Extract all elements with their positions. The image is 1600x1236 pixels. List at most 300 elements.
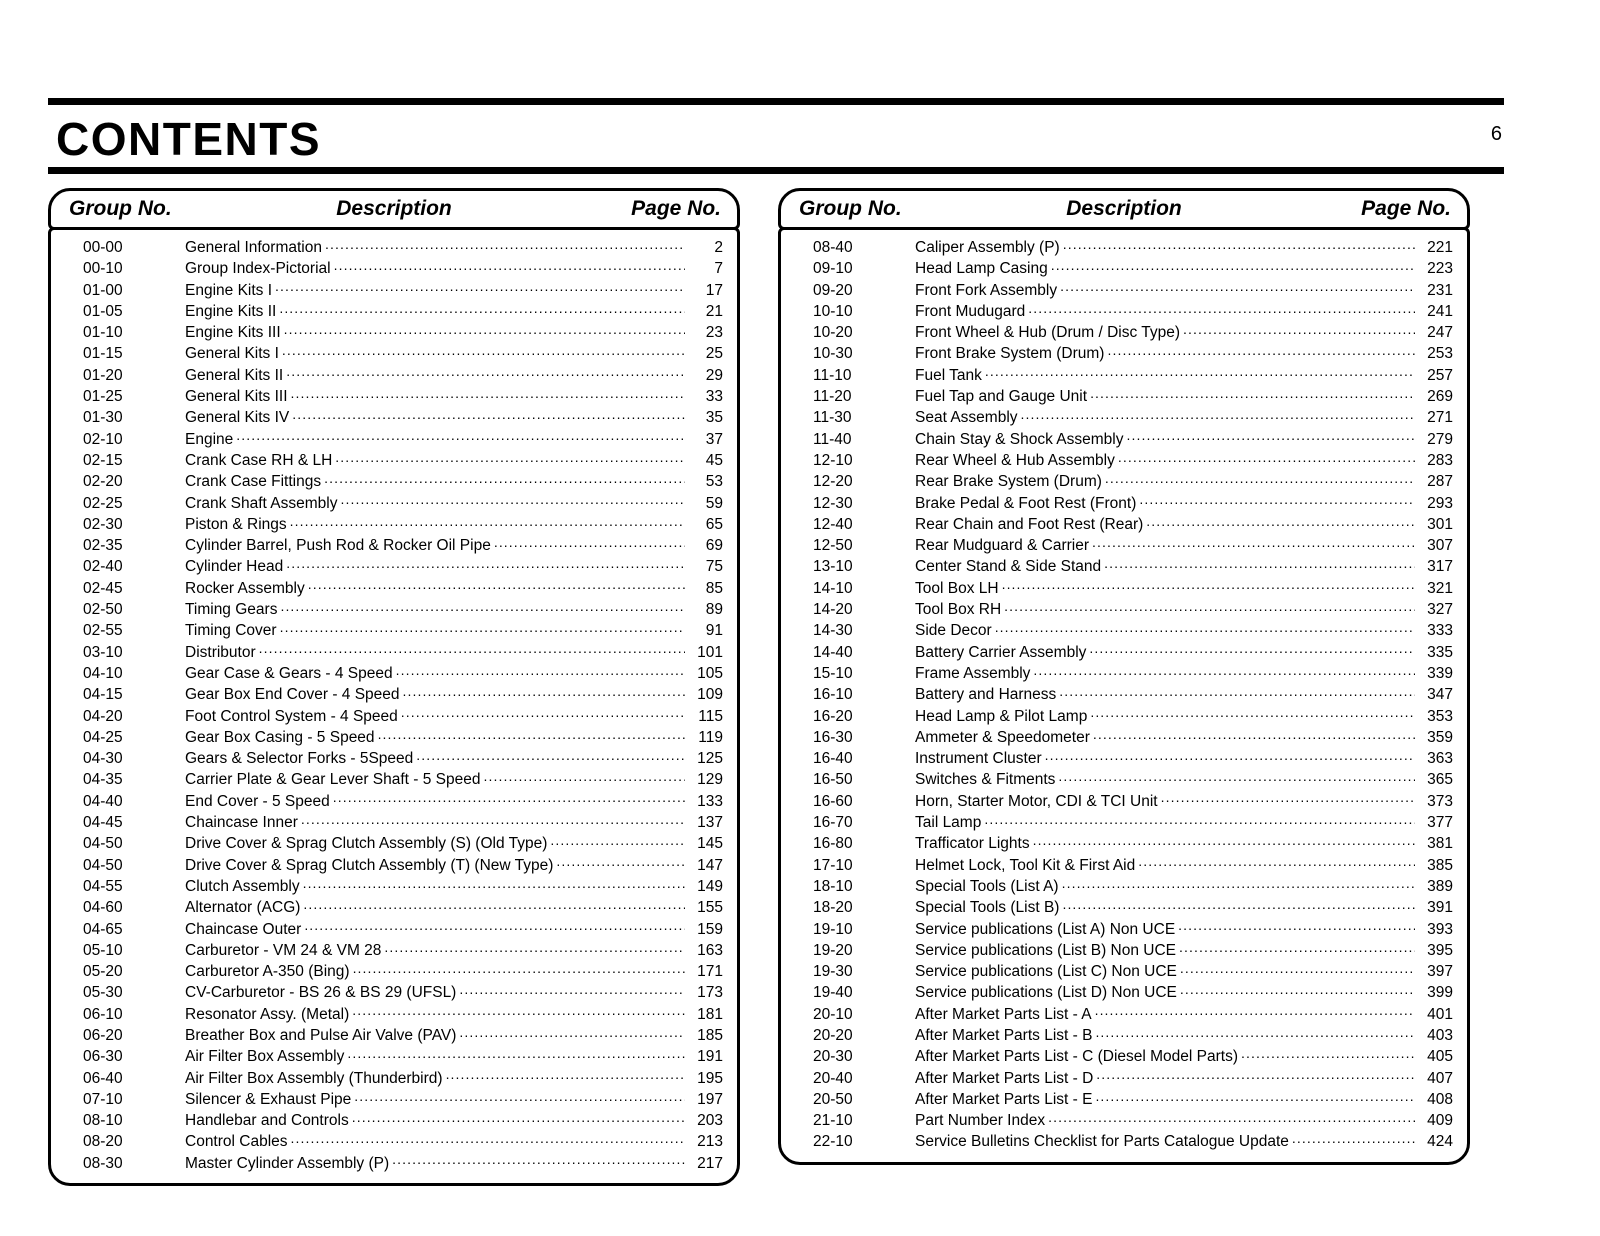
entry-description-wrap (185, 1046, 685, 1067)
entry-group-no: 13-10 (813, 558, 853, 576)
contents-entry[interactable] (65, 578, 723, 599)
entry-description-wrap (915, 769, 1415, 790)
contents-entry[interactable] (65, 535, 723, 556)
entry-page-no: 89 (705, 601, 723, 619)
entry-description: Switches & Fitments (915, 771, 1056, 789)
entry-description: Chaincase Outer (185, 920, 302, 938)
entry-description: Head Lamp Casing (915, 260, 1048, 278)
entry-leader-dots (1063, 238, 1415, 252)
contents-entry[interactable] (795, 1131, 1453, 1152)
entry-description-wrap (185, 961, 685, 982)
entry-description: Cylinder Head (185, 558, 284, 576)
entry-page-no: 253 (1427, 345, 1453, 363)
entry-description: Ammeter & Speedometer (915, 728, 1090, 746)
entry-description: Drive Cover & Sprag Clutch Assembly (S) (Old Type) (185, 835, 548, 853)
entry-group-no: 16-40 (813, 750, 853, 768)
entry-page-no: 163 (697, 941, 723, 959)
entry-group-no: 00-00 (83, 239, 123, 256)
entry-group-no: 04-40 (83, 792, 123, 810)
entry-description: Rear Chain and Foot Rest (Rear) (915, 515, 1144, 533)
entry-description-wrap (915, 407, 1415, 428)
contents-entry[interactable] (65, 429, 723, 450)
entry-leader-dots (259, 643, 685, 657)
entry-page-no: 173 (697, 984, 723, 1002)
contents-entry[interactable] (795, 237, 1453, 258)
entry-leader-dots (1033, 834, 1415, 848)
contents-entry[interactable] (65, 620, 723, 641)
entry-description-wrap (915, 343, 1415, 364)
entry-description-wrap (915, 706, 1415, 727)
entry-page-no: 403 (1427, 1026, 1453, 1044)
contents-entry[interactable] (795, 471, 1453, 492)
contents-entry[interactable] (795, 791, 1453, 812)
entry-leader-dots (1096, 1069, 1415, 1083)
entry-page-no: 223 (1427, 260, 1453, 278)
entry-description: Instrument Cluster (915, 750, 1042, 768)
contents-entry[interactable] (65, 919, 723, 940)
entry-group-no: 08-30 (83, 1154, 123, 1172)
entry-group-no: 12-40 (813, 515, 853, 533)
entry-leader-dots (275, 281, 685, 295)
contents-entry[interactable] (795, 599, 1453, 620)
contents-entry[interactable] (795, 556, 1453, 577)
entry-group-no: 04-55 (83, 877, 123, 895)
contents-entry[interactable] (65, 940, 723, 961)
entry-description: Carrier Plate & Gear Lever Shaft - 5 Speed (185, 771, 481, 789)
entry-group-no: 17-10 (813, 856, 853, 874)
entry-description: Master Cylinder Assembly (P) (185, 1154, 390, 1172)
entry-leader-dots (416, 749, 685, 763)
entry-description-wrap (185, 748, 685, 769)
entry-group-no: 05-10 (83, 941, 123, 959)
contents-entry[interactable] (65, 407, 723, 428)
entry-description: Resonator Assy. (Metal) (185, 1005, 350, 1023)
entry-page-no: 401 (1427, 1005, 1453, 1023)
entry-page-no: 424 (1427, 1133, 1453, 1151)
contents-entry[interactable] (795, 663, 1453, 684)
entry-group-no: 16-80 (813, 835, 853, 853)
entry-group-no: 06-30 (83, 1048, 123, 1066)
contents-entry[interactable] (795, 982, 1453, 1003)
entry-description-wrap (185, 407, 685, 428)
entry-description: Horn, Starter Motor, CDI & TCI Unit (915, 792, 1158, 810)
entry-leader-dots (1045, 749, 1415, 763)
entry-description: Air Filter Box Assembly (185, 1048, 345, 1066)
entry-description-wrap (915, 535, 1415, 556)
contents-entry[interactable] (795, 514, 1453, 535)
contents-entry[interactable] (795, 1046, 1453, 1067)
header-group-no: Group No. (69, 197, 172, 220)
entry-description: CV-Carburetor - BS 26 & BS 29 (UFSL) (185, 984, 457, 1002)
entry-description: Crank Case Fittings (185, 473, 322, 491)
contents-entry[interactable] (795, 1110, 1453, 1131)
entry-leader-dots (334, 259, 685, 273)
entry-description-wrap (915, 642, 1415, 663)
contents-entry[interactable] (65, 727, 723, 748)
entry-description: Group Index-Pictorial (185, 260, 331, 278)
entry-description-wrap (915, 429, 1415, 450)
entry-leader-dots (354, 1090, 685, 1104)
entry-description-wrap (185, 429, 685, 450)
entry-description-wrap (185, 1004, 685, 1025)
entry-group-no: 11-40 (813, 430, 852, 448)
entry-group-no: 16-30 (813, 728, 853, 746)
entry-description-wrap (185, 280, 685, 301)
contents-entry[interactable] (65, 556, 723, 577)
entry-group-no: 16-70 (813, 814, 853, 832)
contents-entry[interactable] (65, 599, 723, 620)
entry-description-wrap (185, 663, 685, 684)
contents-entry[interactable] (795, 578, 1453, 599)
contents-entry[interactable] (795, 280, 1453, 301)
entry-description-wrap (915, 982, 1415, 1003)
entry-leader-dots (1180, 962, 1415, 976)
entry-leader-dots (353, 962, 685, 976)
entry-leader-dots (280, 600, 685, 614)
entry-description: Service publications (List B) Non UCE (915, 941, 1177, 959)
contents-entry[interactable] (65, 791, 723, 812)
entry-leader-dots (1178, 920, 1415, 934)
entry-description: Alternator (ACG) (185, 899, 301, 917)
entry-leader-dots (1062, 898, 1415, 912)
entry-description-wrap (915, 1046, 1415, 1067)
entry-description-wrap (185, 301, 685, 322)
entry-page-no: 85 (705, 579, 723, 597)
title-rule-bottom (48, 167, 1504, 174)
entry-leader-dots (1002, 579, 1415, 593)
entry-leader-dots (282, 344, 685, 358)
contents-entry[interactable] (65, 706, 723, 727)
contents-entry[interactable] (795, 855, 1453, 876)
entry-leader-dots (303, 877, 685, 891)
entry-page-no: 185 (697, 1026, 723, 1044)
contents-entry[interactable] (795, 940, 1453, 961)
entry-leader-dots (301, 813, 685, 827)
contents-entry[interactable] (65, 1025, 723, 1046)
entry-group-no: 01-15 (83, 345, 123, 363)
entry-description-wrap (185, 727, 685, 748)
contents-entry[interactable] (65, 748, 723, 769)
entry-group-no: 02-40 (83, 558, 123, 576)
contents-entry[interactable] (795, 258, 1453, 279)
entry-description: Service publications (List D) Non UCE (915, 984, 1177, 1002)
entry-page-no: 217 (697, 1154, 723, 1172)
entry-group-no: 19-40 (813, 984, 853, 1002)
contents-entry[interactable] (65, 322, 723, 343)
contents-entry[interactable] (65, 855, 723, 876)
entry-page-no: 45 (705, 451, 723, 469)
entry-description: Special Tools (List B) (915, 899, 1060, 917)
entry-group-no: 16-10 (813, 686, 853, 704)
entry-description: Drive Cover & Sprag Clutch Assembly (T) (New Type) (185, 856, 554, 874)
entry-group-no: 10-20 (813, 324, 853, 342)
contents-entry[interactable] (795, 748, 1453, 769)
contents-entry[interactable] (65, 301, 723, 322)
contents-entry[interactable] (795, 961, 1453, 982)
entry-page-no: 363 (1427, 750, 1453, 768)
contents-entry[interactable] (65, 343, 723, 364)
entry-description: Foot Control System - 4 Speed (185, 707, 398, 725)
entry-description: General Kits I (185, 345, 279, 363)
contents-entry[interactable] (795, 833, 1453, 854)
entry-description: Part Number Index (915, 1112, 1046, 1130)
entry-description: Engine (185, 430, 234, 448)
contents-entry[interactable] (65, 1110, 723, 1131)
entry-description: Control Cables (185, 1133, 288, 1151)
entry-leader-dots (324, 472, 685, 486)
entry-group-no: 05-20 (83, 963, 123, 981)
entry-description: Helmet Lock, Tool Kit & First Aid (915, 856, 1136, 874)
entry-group-no: 01-10 (83, 324, 123, 342)
contents-entry[interactable] (795, 322, 1453, 343)
entry-description-wrap (185, 386, 685, 407)
entry-description: Distributor (185, 643, 256, 661)
entry-leader-dots (446, 1069, 685, 1083)
entry-description: General Kits III (185, 388, 288, 406)
entry-page-no: 389 (1427, 877, 1453, 895)
contents-list-right (778, 227, 1470, 1165)
entry-group-no: 02-50 (83, 601, 123, 619)
entry-group-no: 01-00 (83, 281, 123, 299)
entry-group-no: 04-10 (83, 664, 123, 682)
contents-entry[interactable] (65, 897, 723, 918)
entry-leader-dots (352, 1111, 685, 1125)
contents-entry[interactable] (65, 471, 723, 492)
contents-entry[interactable] (65, 493, 723, 514)
entry-leader-dots (335, 451, 685, 465)
entry-page-no: 405 (1427, 1048, 1453, 1066)
entry-page-no: 231 (1427, 281, 1453, 299)
entry-group-no: 20-10 (813, 1005, 853, 1023)
entry-description: Service Bulletins Checklist for Parts Catalogue Update (915, 1133, 1289, 1151)
entry-page-no: 385 (1427, 856, 1453, 874)
entry-leader-dots (392, 1154, 685, 1168)
contents-entry[interactable] (65, 684, 723, 705)
contents-entry[interactable] (65, 961, 723, 982)
contents-entry[interactable] (795, 407, 1453, 428)
contents-entry[interactable] (65, 280, 723, 301)
entry-description-wrap (915, 620, 1415, 641)
entry-description-wrap (915, 556, 1415, 577)
contents-entry[interactable] (795, 450, 1453, 471)
entry-description-wrap (915, 493, 1415, 514)
entry-leader-dots (303, 898, 685, 912)
entry-description-wrap (915, 450, 1415, 471)
entry-description-wrap (185, 1068, 685, 1089)
entry-page-no: 33 (705, 388, 723, 406)
entry-page-no: 35 (705, 409, 723, 427)
entry-page-no: 23 (705, 324, 723, 342)
contents-entry[interactable] (65, 1153, 723, 1174)
contents-entry[interactable] (65, 1131, 723, 1152)
contents-entry[interactable] (65, 769, 723, 790)
entry-page-no: 287 (1427, 473, 1453, 491)
entry-leader-dots (1033, 664, 1415, 678)
contents-entry[interactable] (65, 642, 723, 663)
contents-entry[interactable] (65, 876, 723, 897)
contents-entry[interactable] (795, 429, 1453, 450)
contents-entry[interactable] (795, 535, 1453, 556)
entry-page-no: 333 (1427, 622, 1453, 640)
entry-description-wrap (185, 684, 685, 705)
entry-description: Handlebar and Controls (185, 1112, 349, 1130)
entry-leader-dots (290, 515, 685, 529)
entry-leader-dots (1060, 281, 1415, 295)
entry-leader-dots (1139, 494, 1415, 508)
entry-description-wrap (915, 258, 1415, 279)
contents-entry[interactable] (65, 1089, 723, 1110)
entry-page-no: 347 (1427, 686, 1453, 704)
contents-entry[interactable] (795, 897, 1453, 918)
entry-group-no: 03-10 (83, 643, 123, 661)
contents-columns (48, 188, 1510, 1186)
entry-description: Cylinder Barrel, Push Rod & Rocker Oil Pipe (185, 537, 491, 555)
entry-description-wrap (185, 642, 685, 663)
contents-entry[interactable] (65, 1046, 723, 1067)
contents-entry[interactable] (795, 1068, 1453, 1089)
entry-description: Crank Case RH & LH (185, 451, 333, 469)
contents-entry[interactable] (65, 833, 723, 854)
entry-leader-dots (378, 728, 685, 742)
entry-group-no: 16-60 (813, 792, 853, 810)
entry-description: General Information (185, 239, 322, 256)
entry-leader-dots (1095, 1090, 1415, 1104)
entry-description-wrap (185, 535, 685, 556)
entry-description: Engine Kits II (185, 302, 277, 320)
entry-leader-dots (1127, 430, 1416, 444)
entry-description-wrap (915, 833, 1415, 854)
entry-description: Clutch Assembly (185, 877, 300, 895)
entry-group-no: 04-50 (83, 835, 123, 853)
entry-leader-dots (984, 813, 1415, 827)
entry-group-no: 04-15 (83, 686, 123, 704)
contents-entry[interactable] (65, 982, 723, 1003)
contents-entry[interactable] (65, 365, 723, 386)
entry-leader-dots (1093, 728, 1415, 742)
entry-description-wrap (185, 556, 685, 577)
entry-description: Chaincase Inner (185, 814, 298, 832)
entry-page-no: 191 (697, 1048, 723, 1066)
entry-page-no: 408 (1427, 1090, 1453, 1108)
contents-entry[interactable] (65, 1068, 723, 1089)
entry-leader-dots (1090, 707, 1415, 721)
contents-entry[interactable] (65, 450, 723, 471)
entry-page-no: 147 (697, 856, 723, 874)
contents-column-right (778, 188, 1470, 1186)
entry-description-wrap (185, 833, 685, 854)
entry-leader-dots (556, 856, 685, 870)
entry-page-no: 65 (705, 515, 723, 533)
contents-entry[interactable] (795, 620, 1453, 641)
contents-entry[interactable] (795, 769, 1453, 790)
contents-entry[interactable] (795, 812, 1453, 833)
entry-leader-dots (1241, 1047, 1415, 1061)
entry-group-no: 04-65 (83, 920, 123, 938)
entry-page-no: 391 (1427, 899, 1453, 917)
contents-entry[interactable] (795, 876, 1453, 897)
entry-leader-dots (1048, 1111, 1415, 1125)
entry-group-no: 02-20 (83, 473, 123, 491)
entry-page-no: 269 (1427, 388, 1453, 406)
entry-description: Tool Box LH (915, 579, 999, 597)
entry-description: Crank Shaft Assembly (185, 494, 338, 512)
contents-entry[interactable] (795, 684, 1453, 705)
entry-group-no: 18-20 (813, 899, 853, 917)
entry-leader-dots (236, 430, 685, 444)
entry-page-no: 213 (697, 1133, 723, 1151)
entry-group-no: 04-25 (83, 728, 123, 746)
entry-description: Frame Assembly (915, 664, 1031, 682)
entry-description-wrap (185, 897, 685, 918)
contents-entry[interactable] (795, 493, 1453, 514)
contents-entry[interactable] (795, 919, 1453, 940)
contents-entry[interactable] (795, 706, 1453, 727)
contents-entry[interactable] (65, 1004, 723, 1025)
entry-description-wrap (185, 855, 685, 876)
entry-page-no: 301 (1427, 515, 1453, 533)
contents-entry[interactable] (65, 514, 723, 535)
entry-description-wrap (915, 599, 1415, 620)
contents-entry[interactable] (795, 727, 1453, 748)
entry-group-no: 04-50 (83, 856, 123, 874)
header-group-no: Group No. (799, 197, 902, 220)
contents-entry[interactable] (65, 663, 723, 684)
entry-leader-dots (401, 707, 685, 721)
entry-page-no: 59 (705, 494, 723, 512)
entry-page-no: 25 (705, 345, 723, 363)
contents-entry[interactable] (65, 237, 723, 258)
entry-leader-dots (1104, 557, 1415, 571)
entry-description-wrap (915, 1025, 1415, 1046)
contents-entry[interactable] (795, 301, 1453, 322)
entry-description: Engine Kits I (185, 281, 273, 299)
contents-entry[interactable] (795, 386, 1453, 407)
contents-entry[interactable] (795, 1089, 1453, 1110)
entry-group-no: 11-30 (813, 409, 852, 427)
contents-entry[interactable] (795, 1004, 1453, 1025)
contents-entry[interactable] (795, 1025, 1453, 1046)
contents-entry[interactable] (65, 812, 723, 833)
entry-leader-dots (1059, 685, 1415, 699)
entry-page-no: 145 (697, 835, 723, 853)
entry-description-wrap (915, 514, 1415, 535)
entry-leader-dots (1090, 387, 1415, 401)
contents-entry[interactable] (795, 642, 1453, 663)
entry-page-no: 321 (1427, 579, 1453, 597)
entry-description: Front Wheel & Hub (Drum / Disc Type) (915, 324, 1181, 342)
entry-description-wrap (915, 1110, 1415, 1131)
contents-entry[interactable] (65, 258, 723, 279)
entry-description-wrap (915, 1131, 1415, 1152)
contents-entry[interactable] (65, 386, 723, 407)
contents-entry[interactable] (795, 343, 1453, 364)
entry-description: Caliper Assembly (P) (915, 239, 1060, 256)
entry-description-wrap (915, 684, 1415, 705)
entry-page-no: 195 (697, 1069, 723, 1087)
entry-description-wrap (915, 727, 1415, 748)
entry-description: Fuel Tap and Gauge Unit (915, 388, 1088, 406)
entry-page-no: 7 (714, 260, 723, 278)
entry-description-wrap (185, 940, 685, 961)
entry-description: Piston & Rings (185, 515, 287, 533)
contents-entry[interactable] (795, 365, 1453, 386)
entry-description-wrap (185, 450, 685, 471)
entry-description-wrap (185, 258, 685, 279)
entry-group-no: 09-20 (813, 281, 853, 299)
entry-description-wrap (915, 1068, 1415, 1089)
entry-group-no: 19-10 (813, 920, 853, 938)
entry-leader-dots (985, 366, 1415, 380)
